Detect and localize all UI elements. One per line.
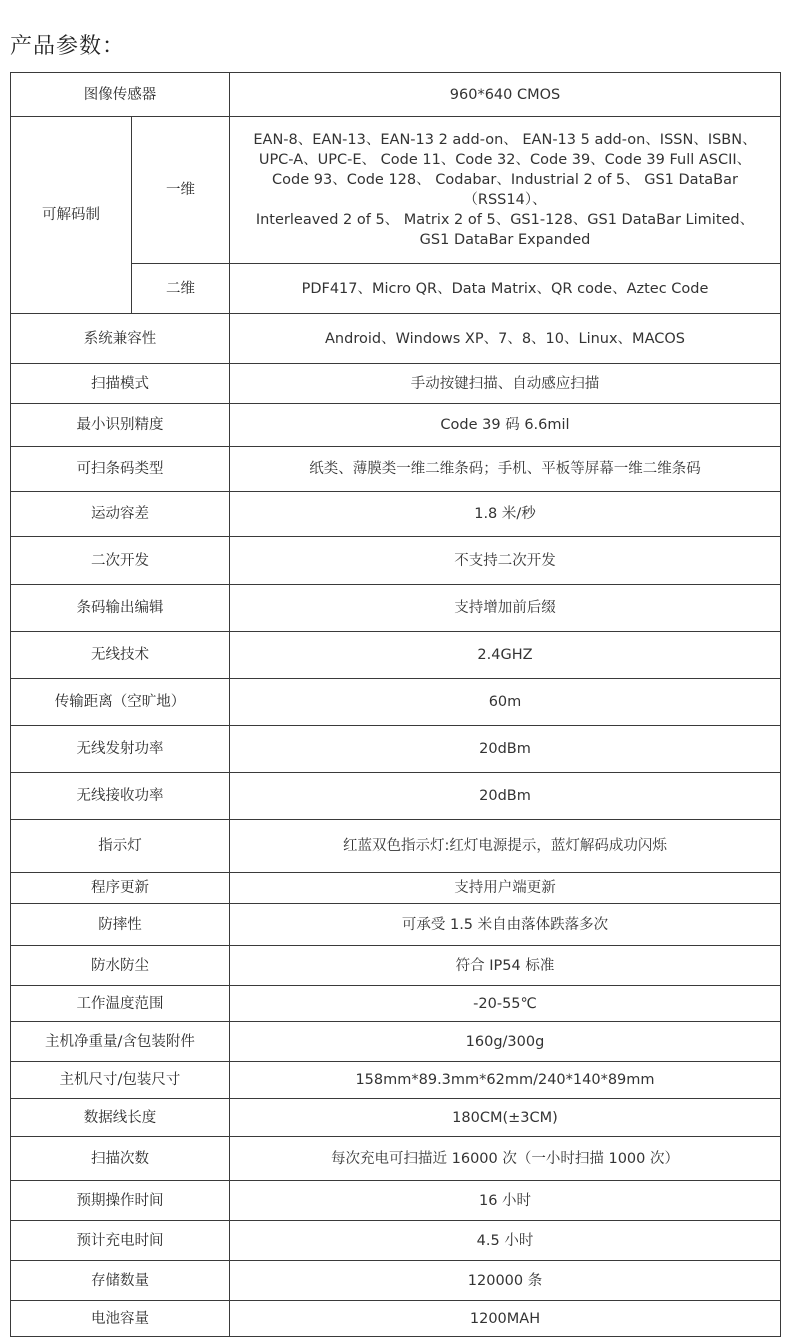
row-label: 二次开发 [11, 537, 230, 585]
text-line: Code 93、Code 128、 Codabar、Industrial 2 of 5、 GS1 DataBar（RSS14）、 [272, 172, 738, 208]
table-row [11, 537, 781, 585]
row-label: 最小识别精度 [11, 404, 230, 447]
row-label: 图像传感器 [11, 73, 230, 117]
row-label: 工作温度范围 [11, 986, 230, 1022]
table-row [11, 404, 781, 447]
row-value: 16 小时 [230, 1181, 781, 1221]
row-label: 存储数量 [11, 1261, 230, 1301]
row-value: 158mm*89.3mm*62mm/240*140*89mm [230, 1062, 781, 1099]
row-label: 主机净重量/含包装附件 [11, 1022, 230, 1062]
row-value: 符合 IP54 标准 [230, 946, 781, 986]
table-row [11, 364, 781, 404]
row-label: 扫描次数 [11, 1137, 230, 1181]
row-label: 扫描模式 [11, 364, 230, 404]
text-line: EAN-8、EAN-13、EAN-13 2 add-on、 EAN-13 5 add-on、ISSN、ISBN、 [253, 132, 757, 148]
row-label: 传输距离（空旷地） [11, 679, 230, 726]
row-value: 60m [230, 679, 781, 726]
table-row [11, 1137, 781, 1181]
row-value: Code 39 码 6.6mil [230, 404, 781, 447]
row-value: 960*640 CMOS [230, 73, 781, 117]
row-label: 预计充电时间 [11, 1221, 230, 1261]
row-label: 数据线长度 [11, 1099, 230, 1137]
row-value: 纸类、薄膜类一维二维条码；手机、平板等屏幕一维二维条码 [230, 447, 781, 492]
row-sublabel: 二维 [132, 264, 230, 314]
table-row [11, 117, 781, 264]
row-value: 4.5 小时 [230, 1221, 781, 1261]
table-row [11, 986, 781, 1022]
table-row [11, 1181, 781, 1221]
table-row [11, 1062, 781, 1099]
table-row [11, 1099, 781, 1137]
table-row [11, 1022, 781, 1062]
table-row [11, 1221, 781, 1261]
row-label: 主机尺寸/包装尺寸 [11, 1062, 230, 1099]
row-value: 20dBm [230, 726, 781, 773]
row-value: 160g/300g [230, 1022, 781, 1062]
row-label: 无线接收功率 [11, 773, 230, 820]
row-value: 每次充电可扫描近 16000 次（一小时扫描 1000 次） [230, 1137, 781, 1181]
table-row [11, 679, 781, 726]
row-value: 120000 条 [230, 1261, 781, 1301]
table-row [11, 492, 781, 537]
table-row [11, 726, 781, 773]
table-row [11, 1301, 781, 1337]
text-line: UPC-A、UPC-E、 Code 11、Code 32、Code 39、Code 39 Full ASCII、 [258, 152, 752, 168]
row-label: 程序更新 [11, 873, 230, 904]
row-value: 1.8 米/秒 [230, 492, 781, 537]
table-row [11, 820, 781, 873]
row-label: 防摔性 [11, 904, 230, 946]
row-value [230, 117, 781, 264]
row-value: 红蓝双色指示灯:红灯电源提示，蓝灯解码成功闪烁 [230, 820, 781, 873]
table-row [11, 447, 781, 492]
table-row [11, 632, 781, 679]
row-value: PDF417、Micro QR、Data Matrix、QR code、Aztec Code [230, 264, 781, 314]
text-line: Interleaved 2 of 5、 Matrix 2 of 5、GS1-128、GS1 DataBar Limited、 [255, 212, 755, 228]
row-value: 支持用户端更新 [230, 873, 781, 904]
row-value: -20-55℃ [230, 986, 781, 1022]
row-label: 预期操作时间 [11, 1181, 230, 1221]
row-value: Android、Windows XP、7、8、10、Linux、MACOS [230, 314, 781, 364]
row-value: 180CM(±3CM) [230, 1099, 781, 1137]
row-value: 手动按键扫描、自动感应扫描 [230, 364, 781, 404]
row-label: 指示灯 [11, 820, 230, 873]
table-row [11, 314, 781, 364]
row-label: 运动容差 [11, 492, 230, 537]
row-label: 条码输出编辑 [11, 585, 230, 632]
row-label: 可解码制 [11, 117, 132, 314]
table-row [11, 73, 781, 117]
text-line: GS1 DataBar Expanded [419, 232, 591, 248]
table-row [11, 585, 781, 632]
table-row [11, 773, 781, 820]
spec-table [10, 72, 781, 1337]
row-label: 无线发射功率 [11, 726, 230, 773]
row-label: 无线技术 [11, 632, 230, 679]
row-value: 不支持二次开发 [230, 537, 781, 585]
table-row [11, 904, 781, 946]
row-sublabel: 一维 [132, 117, 230, 264]
row-value: 1200MAH [230, 1301, 781, 1337]
row-value: 20dBm [230, 773, 781, 820]
row-value: 可承受 1.5 米自由落体跌落多次 [230, 904, 781, 946]
row-value: 支持增加前后缀 [230, 585, 781, 632]
row-label: 可扫条码类型 [11, 447, 230, 492]
row-label: 电池容量 [11, 1301, 230, 1337]
row-label: 系统兼容性 [11, 314, 230, 364]
table-row [11, 1261, 781, 1301]
row-label: 防水防尘 [11, 946, 230, 986]
table-row [11, 873, 781, 904]
row-value: 2.4GHZ [230, 632, 781, 679]
table-row [11, 946, 781, 986]
page-title: 产品参数： [10, 34, 126, 59]
